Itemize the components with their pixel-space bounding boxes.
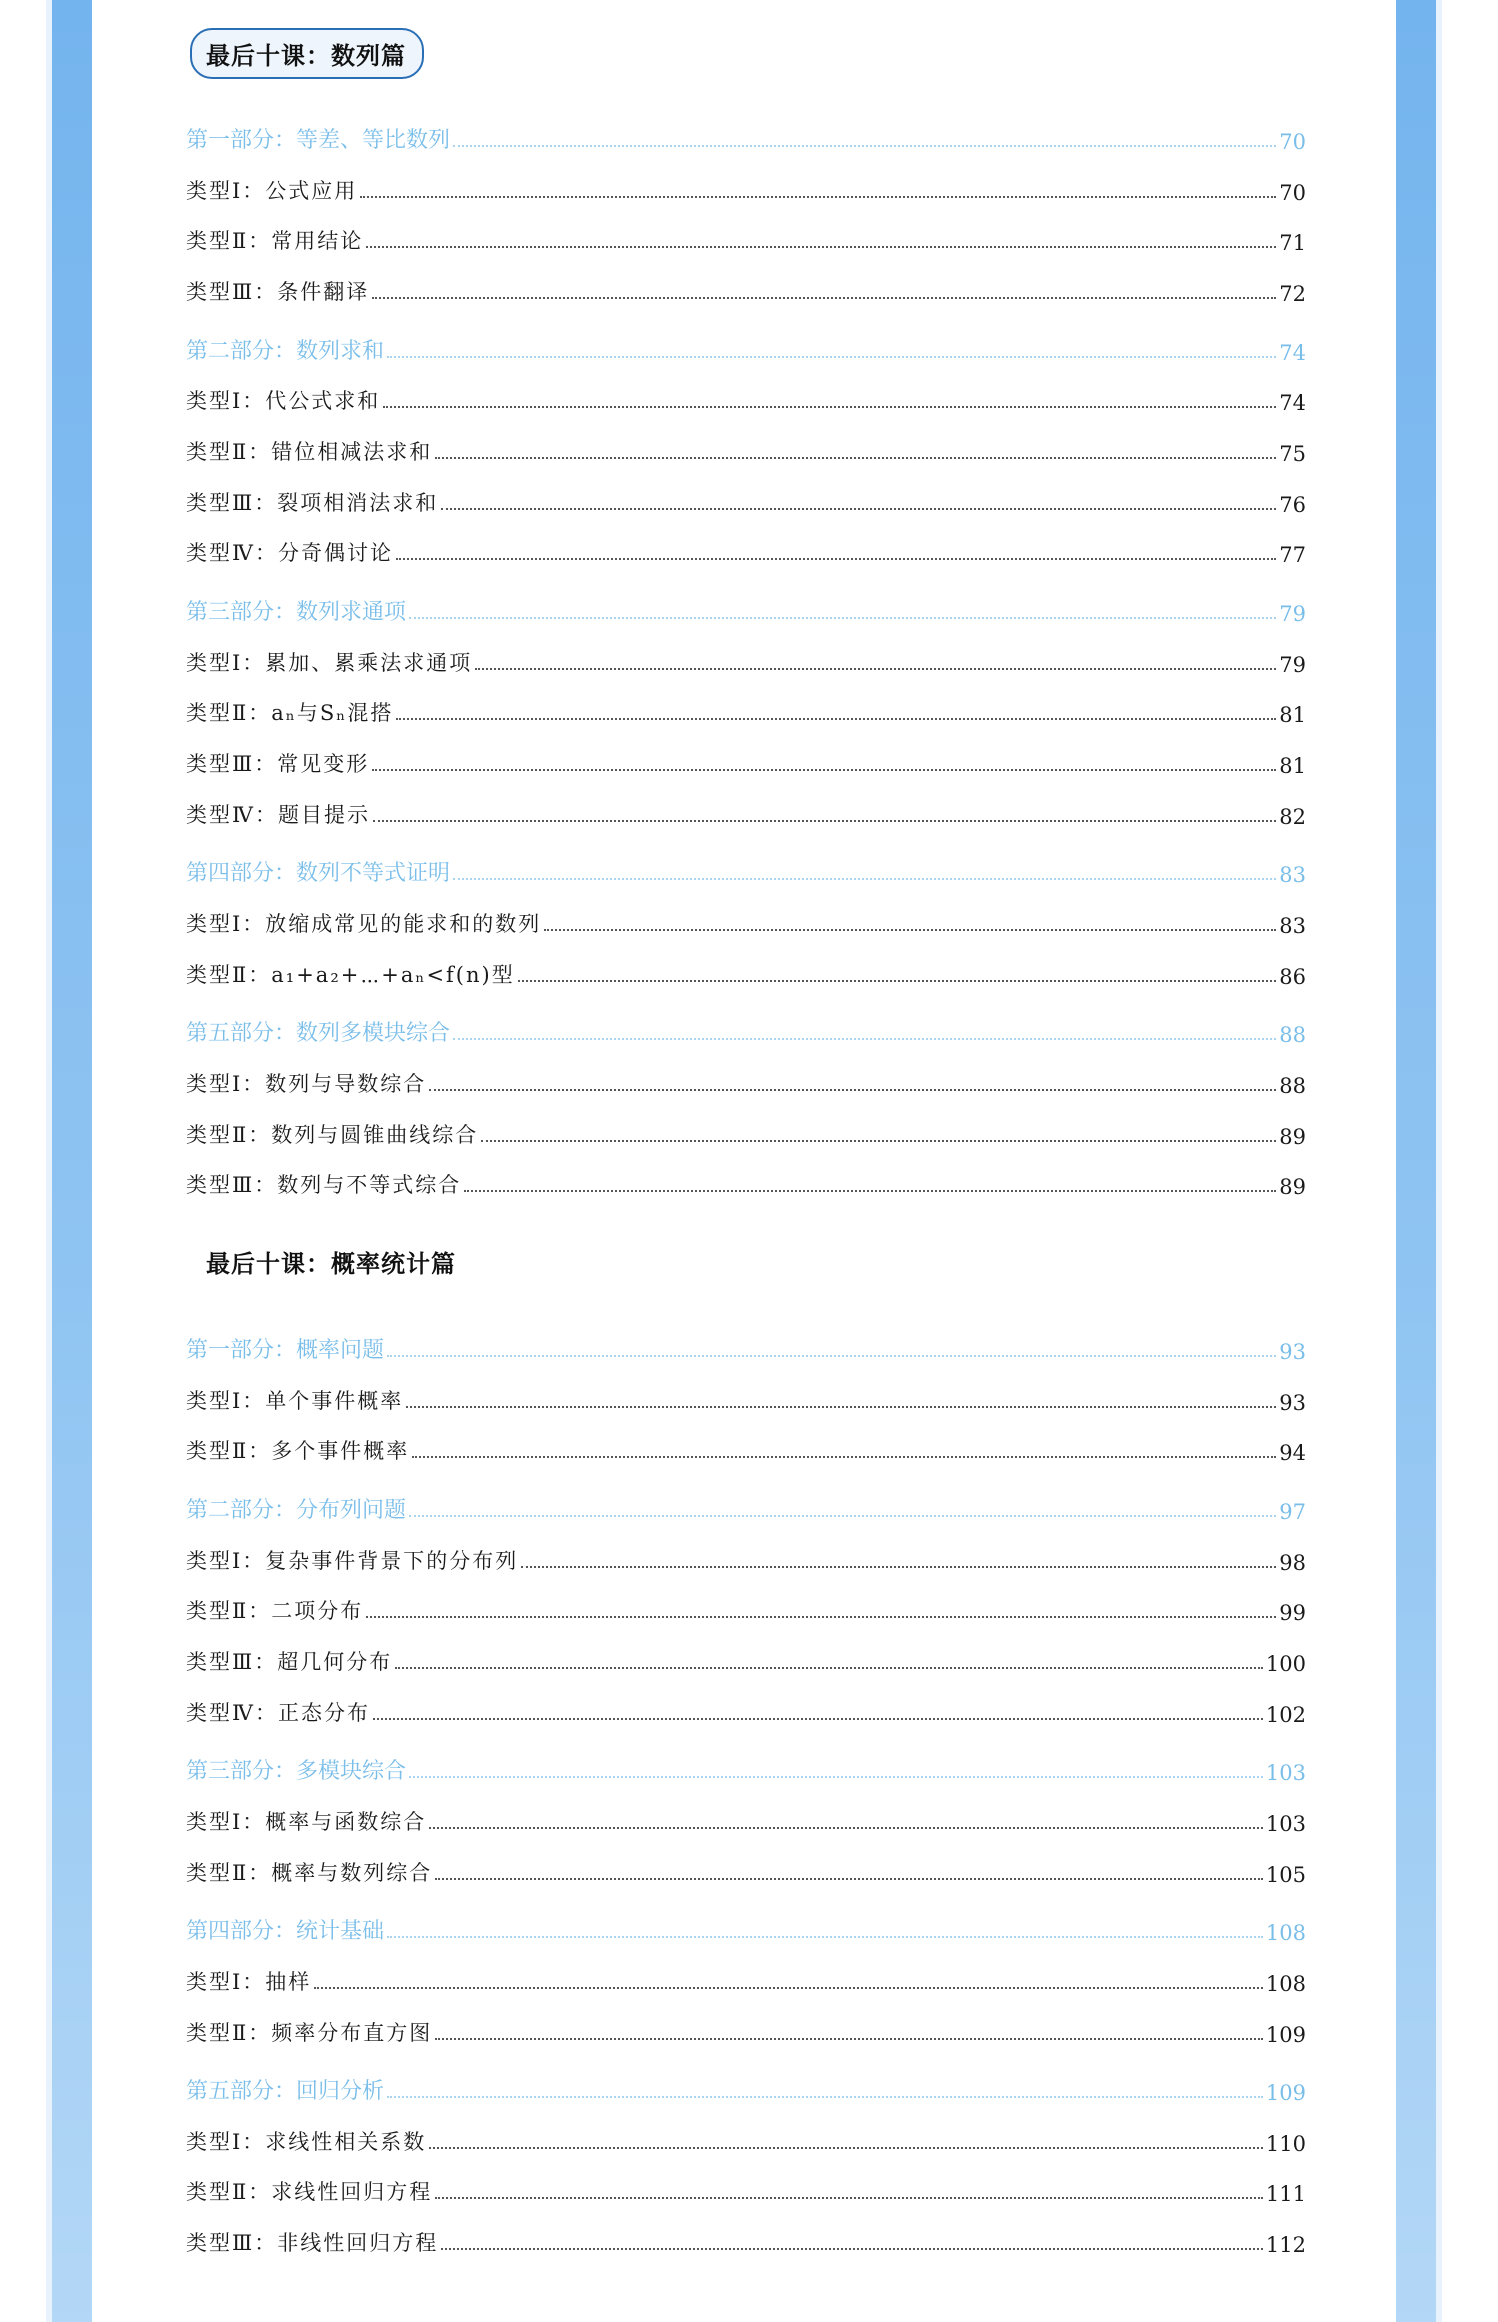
dot-leader: [409, 1776, 1263, 1778]
dot-leader: [435, 2038, 1263, 2040]
toc-type-entry[interactable]: [186, 487, 1306, 517]
toc-type-entry[interactable]: [186, 1697, 1306, 1727]
toc-type-entry[interactable]: [186, 1545, 1306, 1575]
part-title: 第二部分：数列求和: [186, 338, 385, 364]
type-title: 类型Ⅰ：概率与函数综合: [186, 1809, 427, 1834]
page-number: 77: [1279, 543, 1306, 568]
type-title: 类型Ⅳ：题目提示: [186, 802, 370, 827]
page-number: 99: [1279, 1601, 1306, 1626]
part-title: 第一部分：概率问题: [186, 1338, 385, 1363]
toc-type-entry[interactable]: [186, 1435, 1306, 1465]
toc-type-entry[interactable]: [186, 225, 1306, 255]
page-number: 70: [1279, 130, 1306, 154]
page-number: 97: [1279, 1499, 1306, 1524]
dot-leader: [435, 457, 1276, 459]
dot-leader: [360, 196, 1276, 198]
page-number: 74: [1279, 391, 1306, 416]
section-title: 最后十课：概率统计篇: [206, 1250, 456, 1278]
type-title: 类型Ⅰ：单个事件概率: [186, 1388, 404, 1413]
dot-leader: [518, 980, 1277, 982]
dot-leader: [412, 1456, 1276, 1458]
type-title: 类型Ⅲ：非线性回归方程: [186, 2231, 439, 2256]
dot-leader: [396, 558, 1276, 560]
toc-part-entry[interactable]: [186, 596, 1306, 626]
type-title: 类型Ⅲ：数列与不等式综合: [186, 1173, 462, 1198]
toc-type-entry[interactable]: [186, 1857, 1306, 1887]
type-title: 类型Ⅰ：抽样: [186, 1969, 312, 1994]
toc-part-entry[interactable]: [186, 335, 1306, 365]
part-title: 第三部分：多模块综合: [186, 1759, 407, 1785]
page-number: 105: [1265, 1862, 1306, 1887]
toc-part-entry[interactable]: [186, 2075, 1306, 2105]
page-number: 81: [1279, 754, 1306, 778]
section-title: 最后十课：数列篇: [190, 28, 424, 79]
dot-leader: [383, 406, 1276, 408]
dot-leader: [453, 145, 1276, 147]
dot-leader: [441, 2248, 1263, 2250]
dot-leader: [435, 1878, 1263, 1880]
toc-type-entry[interactable]: [186, 1169, 1306, 1199]
type-title: 类型Ⅳ：分奇偶讨论: [186, 541, 393, 566]
toc-part-entry[interactable]: [186, 857, 1306, 887]
type-title: 类型Ⅲ：裂项相消法求和: [186, 490, 439, 515]
toc-type-entry[interactable]: [186, 276, 1306, 306]
toc-type-entry[interactable]: [186, 175, 1306, 205]
page-number: 109: [1265, 2022, 1306, 2047]
dot-leader: [387, 2096, 1263, 2098]
type-title: 类型Ⅰ：公式应用: [186, 178, 358, 203]
page-number: 93: [1279, 1390, 1306, 1415]
dot-leader: [366, 246, 1276, 248]
page-number: 98: [1279, 1550, 1306, 1575]
page-number: 72: [1279, 282, 1306, 307]
page-number: 76: [1279, 492, 1306, 517]
toc-type-entry[interactable]: [186, 1806, 1306, 1836]
toc-part-entry[interactable]: [186, 1334, 1306, 1364]
toc-type-entry[interactable]: [186, 2227, 1306, 2257]
toc-type-entry[interactable]: [186, 1646, 1306, 1676]
toc-type-entry[interactable]: [186, 1385, 1306, 1415]
toc-part-entry[interactable]: [186, 1494, 1306, 1524]
toc-type-entry[interactable]: [186, 1068, 1306, 1098]
part-title: 第四部分：统计基础: [186, 1919, 385, 1945]
left-decorative-band: [52, 0, 92, 2322]
type-title: 类型Ⅲ：条件翻译: [186, 280, 370, 305]
page-number: 79: [1279, 601, 1306, 626]
dot-leader: [475, 668, 1276, 670]
dot-leader: [429, 1089, 1276, 1091]
toc-type-entry[interactable]: [186, 2017, 1306, 2047]
toc-part-entry[interactable]: [186, 124, 1306, 154]
toc-part-entry[interactable]: [186, 1915, 1306, 1945]
toc-type-entry[interactable]: [186, 959, 1306, 989]
page-number: 82: [1279, 804, 1306, 829]
type-title: 类型Ⅱ：数列与圆锥曲线综合: [186, 1122, 479, 1147]
toc-type-entry[interactable]: [186, 748, 1306, 778]
dot-leader: [366, 1616, 1276, 1618]
page-number: 112: [1265, 2233, 1306, 2258]
toc-type-entry[interactable]: [186, 1595, 1306, 1625]
type-title: 类型Ⅰ：放缩成常见的能求和的数列: [186, 911, 542, 936]
page-number: 71: [1279, 231, 1306, 256]
toc-type-entry[interactable]: [186, 908, 1306, 938]
dot-leader: [387, 356, 1276, 358]
dot-leader: [464, 1190, 1276, 1192]
dot-leader: [544, 929, 1276, 931]
page-number: 102: [1265, 1702, 1306, 1727]
toc-type-entry[interactable]: [186, 1119, 1306, 1149]
dot-leader: [521, 1566, 1276, 1568]
dot-leader: [409, 1515, 1276, 1517]
type-title: 类型Ⅱ：多个事件概率: [186, 1439, 410, 1464]
page-number: 75: [1279, 442, 1306, 466]
page-number: 79: [1279, 652, 1306, 677]
type-title: 类型Ⅲ：常见变形: [186, 752, 370, 776]
dot-leader: [395, 1667, 1263, 1669]
toc-type-entry[interactable]: [186, 2126, 1306, 2156]
page-number: 108: [1265, 1971, 1306, 1996]
toc-type-entry[interactable]: [186, 799, 1306, 829]
page-number: 100: [1265, 1652, 1306, 1676]
toc-part-entry[interactable]: [186, 1017, 1306, 1047]
page-number: 103: [1265, 1761, 1306, 1786]
dot-leader: [429, 1827, 1263, 1829]
page-number: 89: [1279, 1175, 1306, 1200]
type-title: 类型Ⅰ：代公式求和: [186, 389, 381, 414]
type-title: 类型Ⅰ：数列与导数综合: [186, 1071, 427, 1096]
dot-leader: [435, 2197, 1263, 2199]
type-title: 类型Ⅱ：求线性回归方程: [186, 2180, 433, 2205]
page-number: 70: [1279, 180, 1306, 205]
toc-type-entry[interactable]: [186, 537, 1306, 567]
dot-leader: [429, 2147, 1263, 2149]
page-number: 110: [1265, 2131, 1306, 2156]
dot-leader: [396, 718, 1276, 720]
part-title: 第二部分：分布列问题: [186, 1497, 407, 1523]
type-title: 类型Ⅱ：频率分布直方图: [186, 2020, 433, 2045]
part-title: 第四部分：数列不等式证明: [186, 861, 451, 887]
type-title: 类型Ⅱ：a₁+a₂+⋯+aₙ<f(n)型: [186, 962, 515, 987]
type-title: 类型Ⅱ：概率与数列综合: [186, 1860, 433, 1885]
dot-leader: [373, 1718, 1263, 1720]
toc-type-entry[interactable]: [186, 436, 1306, 466]
page-number: 86: [1279, 964, 1306, 989]
right-decorative-band: [1396, 0, 1436, 2322]
page-number: 109: [1265, 2081, 1306, 2105]
page-number: 81: [1279, 703, 1306, 728]
dot-leader: [409, 617, 1276, 619]
part-title: 第五部分：数列多模块综合: [186, 1021, 451, 1047]
page-number: 88: [1279, 1073, 1306, 1098]
dot-leader: [406, 1406, 1276, 1408]
page-number: 94: [1279, 1441, 1306, 1466]
dot-leader: [387, 1355, 1276, 1357]
dot-leader: [453, 878, 1276, 880]
part-title: 第五部分：回归分析: [186, 2079, 385, 2104]
type-title: 类型Ⅰ：求线性相关系数: [186, 2129, 427, 2154]
toc-type-entry[interactable]: [186, 647, 1306, 677]
toc-type-entry[interactable]: [186, 2176, 1306, 2206]
part-title: 第一部分：等差、等比数列: [186, 128, 451, 153]
page-number: 74: [1279, 340, 1306, 365]
page-number: 83: [1279, 863, 1306, 888]
dot-leader: [314, 1987, 1263, 1989]
dot-leader: [453, 1038, 1276, 1040]
dot-leader: [372, 297, 1276, 299]
type-title: 类型Ⅳ：正态分布: [186, 1700, 370, 1725]
type-title: 类型Ⅱ：常用结论: [186, 229, 364, 254]
page-number: 103: [1265, 1811, 1306, 1836]
dot-leader: [387, 1936, 1263, 1938]
page-number: 93: [1279, 1340, 1306, 1364]
type-title: 类型Ⅰ：累加、累乘法求通项: [186, 650, 473, 675]
page-number: 111: [1265, 2182, 1306, 2207]
type-title: 类型Ⅱ：aₙ与Sₙ混搭: [186, 701, 394, 726]
dot-leader: [481, 1140, 1276, 1142]
page-number: 88: [1279, 1023, 1306, 1048]
dot-leader: [373, 820, 1276, 822]
dot-leader: [372, 769, 1276, 771]
dot-leader: [441, 508, 1276, 510]
page-number: 83: [1279, 913, 1306, 938]
toc-type-entry[interactable]: [186, 385, 1306, 415]
part-title: 第三部分：数列求通项: [186, 599, 407, 625]
toc-type-entry[interactable]: [186, 697, 1306, 727]
type-title: 类型Ⅱ：错位相减法求和: [186, 440, 433, 464]
type-title: 类型Ⅰ：复杂事件背景下的分布列: [186, 1548, 519, 1573]
page-number: 89: [1279, 1124, 1306, 1149]
right-border-highlight: [1436, 0, 1442, 2322]
type-title: 类型Ⅲ：超几何分布: [186, 1650, 393, 1674]
toc-type-entry[interactable]: [186, 1966, 1306, 1996]
toc-part-entry[interactable]: [186, 1755, 1306, 1785]
page-number: 108: [1265, 1921, 1306, 1946]
type-title: 类型Ⅱ：二项分布: [186, 1599, 364, 1624]
